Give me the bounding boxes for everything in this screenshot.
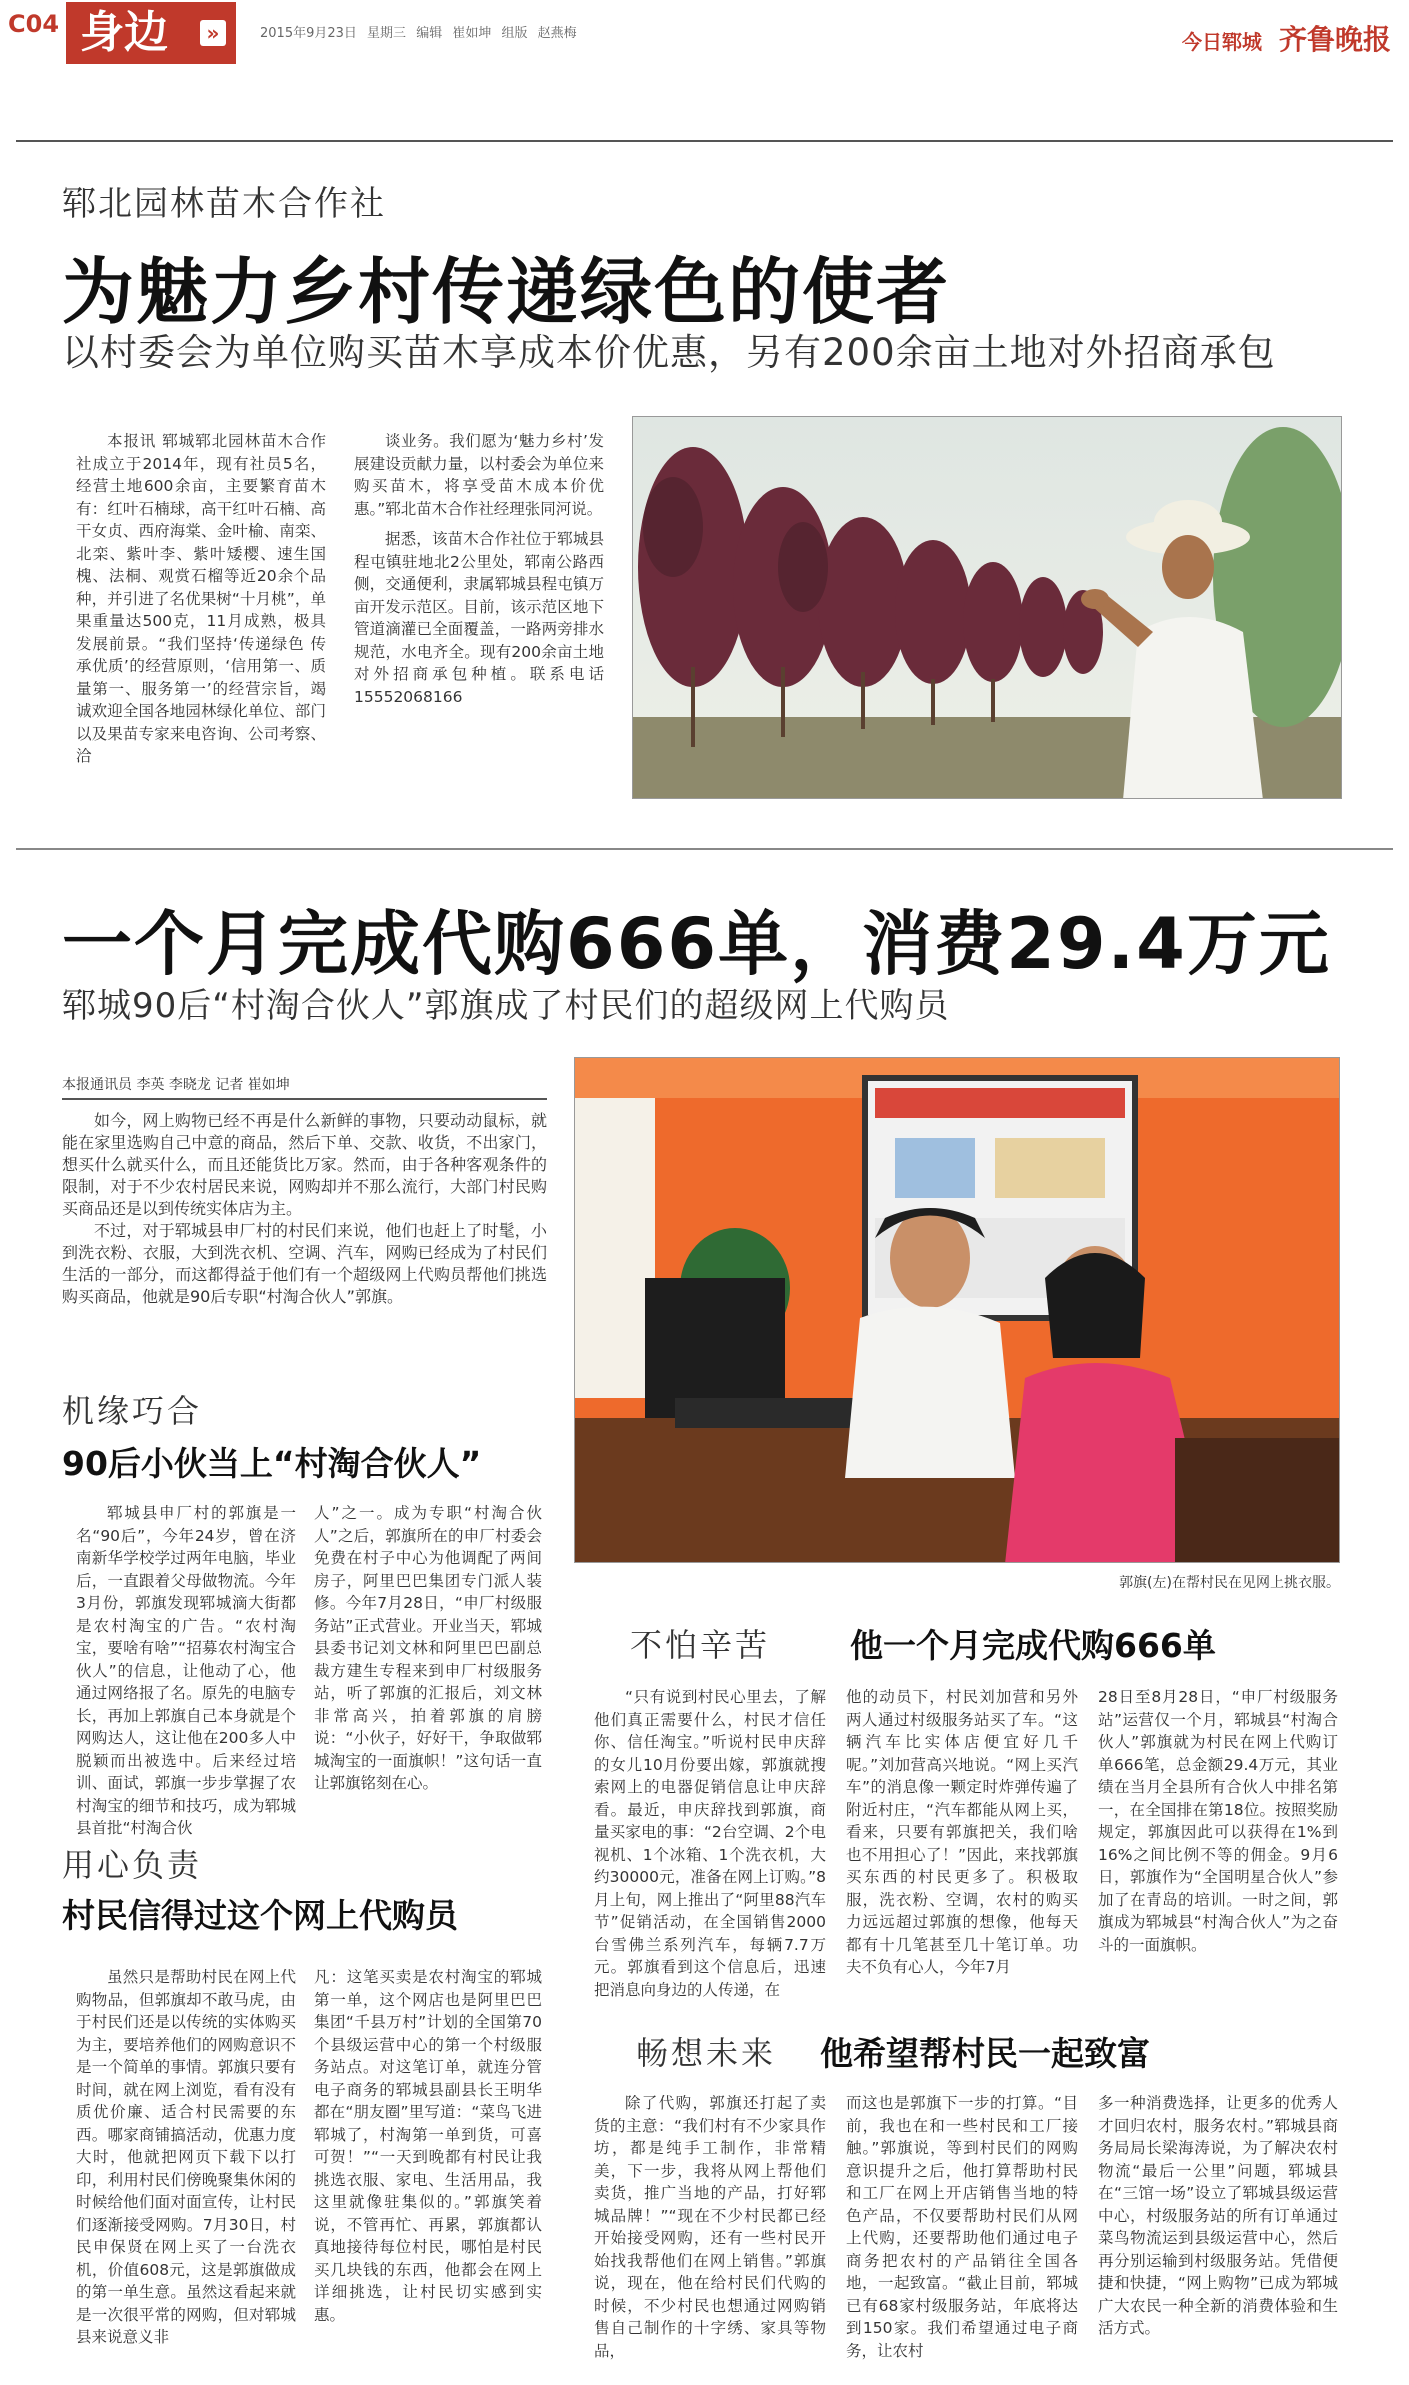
byline-divider bbox=[62, 1098, 547, 1100]
photo-caption: 郭旗(左)在帮村民在见网上挑衣服。 bbox=[1119, 1575, 1340, 1591]
layout-credit: 组版 赵燕梅 bbox=[501, 26, 577, 41]
article1-paragraph: 本报讯 郓城郓北园林苗木合作社成立于2014年，现有社员5名，经营土地600余亩，主要繁育苗木有：红叶石楠球，高干红叶石楠、高干女贞、西府海棠、金叶榆、南栾、北栾、紫叶李、紫叶矮樱、速生国槐、法桐、观赏石榴等近20余个品种，并引进了名优果树“十月桃”，单果重量达500克，11月成熟，极具发展前景。“我们坚持‘传递绿色 传承优质’的经营原则，‘信用第一、质量第一、服务第一’的经营宗旨，竭诚欢迎全国各地园林绿化单位、部门以及果苗专家来电咨询、公司考察、洽 bbox=[76, 432, 326, 765]
section2-paragraph: 他的动员下，村民刘加营和另外两人通过村级服务站买了车。“这辆汽车比实体店便宜好几千呢。”刘加营高兴地说。“网上买汽车”的消息像一颗定时炸弹传遍了附近村庄，“汽车都能从网上买，看来，只要有郭旗把关，我们啥也不用担心了！”因此，来找郭旗买东西的村民更多了。积极取服，洗衣粉、空调，农村的购买力远远超过郭旗的想像，他每天都有十几笔甚至几十笔订单。功夫不负有心人，今年7月 bbox=[846, 1688, 1078, 1976]
article2-deck: 郓城90后“村淘合伙人”郭旗成了村民们的超级网上代购员 bbox=[62, 986, 950, 1026]
page-number: C04 bbox=[8, 10, 60, 38]
article1-paragraph: 谈业务。我们愿为‘魅力乡村’发展建设贡献力量，以村委会为单位来购买苗木，将享受苗木成本价优惠。”郓北苗木合作社经理张同河说。 bbox=[354, 432, 604, 518]
section4-column-3 bbox=[1098, 2092, 1338, 2340]
section-name: 身边 bbox=[80, 7, 168, 58]
section3-column-1 bbox=[76, 1966, 296, 2349]
intro-paragraph: 如今，网上购物已经不再是什么新鲜的事物，只要动动鼠标，就能在家里选购自己中意的商品，然后下单、交款、收货，不出家门，想买什么就买什么，而且还能货比万家。然而，由于各种客观条件的限制，对于不少农村居民来说，网购却并不那么流行，大部门村民购买商品还是以到传统实体店为主。 bbox=[62, 1111, 547, 1218]
section-badge bbox=[66, 2, 236, 64]
column-name: 今日郓城 bbox=[1182, 30, 1263, 54]
section2-paragraph: 28日至8月28日，“申厂村级服务站”运营仅一个月，郓城县“村淘合伙人”郭旗就为村民在网上代购订单666笔，总金额29.4万元，其业绩在当月全县所有合伙人中排名第一，在全国排在第18位。按照奖励规定，郭旗因此可以获得在1%到16%之间比例不等的佣金。9月6日，郭旗作为“全国明星合伙人”参加了在青岛的培训。一时之间，郭旗成为郓城县“村淘合伙人”为之奋斗的一面旗帜。 bbox=[1098, 1688, 1338, 1954]
section4-paragraph: 而这也是郭旗下一步的打算。“目前，我也在和一些村民和工厂接触。”郭旗说，等到村民们的网购意识提升之后，他打算帮助村民和工厂在网上开店销售当地的特色产品，不仅要帮助村民们从网上代购，还要帮助他们通过电子商务把农村的产品销往全国各地，一起致富。“截止目前，郓城已有68家村级服务站，年底将达到150家。我们希望通过电子商务，让农村 bbox=[846, 2094, 1078, 2360]
section4-heading: 他希望帮村民一起致富 bbox=[820, 2034, 1150, 2073]
section2-column-2 bbox=[846, 1686, 1078, 1979]
article1-headline: 为魅力乡村传递绿色的使者 bbox=[62, 250, 951, 334]
intro-paragraph: 不过，对于郓城县申厂村的村民们来说，他们也赶上了时髦，小到洗衣粉、衣服，大到洗衣机、空调、汽车，网购已经成为了村民们生活的一部分，而这都得益于他们有一个超级网上代购员帮他们挑选购买商品，他就是90后专职“村淘合伙人”郭旗。 bbox=[62, 1221, 547, 1306]
section4-paragraph: 多一种消费选择，让更多的优秀人才回归农村，服务农村。”郓城县商务局局长梁海涛说，为了解决农村物流“最后一公里”问题，郓城县在“三馆一场”设立了郓城县级运营中心，村级服务站的所有订单通过菜鸟物流运到县级运营中心，然后再分别运输到村级服务站。凭借便捷和快捷，“网上购物”已成为郓城广大农民一种全新的消费体验和生活方式。 bbox=[1098, 2094, 1338, 2337]
section2-paragraph: “只有说到村民心里去，了解他们真正需要什么，村民才信任你、信任淘宝。”听说村民申庆辞的女儿10月份要出嫁，郭旗就搜索网上的电器促销信息让申庆辞看。最近，申庆辞找到郭旗，商量买家电的事：“2台空调、2个电视机、1个冰箱、1个洗衣机，大约30000元，准备在网上订购。”8月上旬，网上推出了“阿里88汽车节”促销活动，在全国销售2000台雪佛兰系列汽车，每辆7.7万元。郭旗看到这个信息后，迅速把消息向身边的人传递，在 bbox=[594, 1688, 826, 1999]
section1-paragraph: 郓城县申厂村的郭旗是一名“90后”，今年24岁，曾在济南新华学校学过两年电脑，毕业后，一直跟着父母做物流。今年3月份，郭旗发现郓城滴大街都是农村淘宝的广告。“农村淘宝，要啥有啥”“招募农村淘宝合伙人”的信息，让他动了心，他通过网络报了名。原先的电脑专长，再加上郭旗自己本身就是个网购达人，这让他在200多人中脱颖而出被选中。后来经过培训、面试，郭旗一步步掌握了农村淘宝的细节和技巧，成为郓城县首批“村淘合伙 bbox=[76, 1504, 296, 1837]
section3-kicker: 用心负责 bbox=[62, 1846, 203, 1884]
newspaper-logo: 齐鲁晚报 bbox=[1278, 23, 1391, 56]
article1-column-2 bbox=[354, 430, 604, 708]
shop-photo-image bbox=[575, 1058, 1340, 1563]
article-divider bbox=[16, 848, 1393, 850]
article1-paragraph: 据悉，该苗木合作社位于郓城县程屯镇驻地北2公里处，郓南公路西侧，交通便利，隶属郓城县程屯镇万亩开发示范区。目前，该示范区地下管道滴灌已全面覆盖，一路两旁排水规范，水电齐全。现有200余亩土地对外招商承包种植。联系电话15552068166 bbox=[354, 530, 604, 706]
section3-paragraph: 虽然只是帮助村民在网上代购物品，但郭旗却不敢马虎，由于村民们还是以传统的实体购买为主，要培养他们的网购意识不是一个简单的事情。郭旗只要有时间，就在网上浏览，看有没有质优价廉、适合村民需要的东西。哪家商铺搞活动，优惠力度大时，他就把网页下载下以打印，利用村民们傍晚聚集休闲的时候给他们面对面宣传，让村民们逐渐接受网购。7月30日，村民申保贤在网上买了一台洗衣机，价值608元，这是郭旗做成的第一单生意。虽然这看起来就是一次很平常的网购，但对郓城县来说意义非 bbox=[76, 1968, 296, 2346]
nursery-photo bbox=[632, 416, 1342, 799]
article2-byline: 本报通讯员 李英 李晓龙 记者 崔如坤 bbox=[62, 1077, 290, 1093]
article1-column-1 bbox=[76, 430, 326, 768]
issue-weekday: 星期三 bbox=[367, 26, 407, 41]
section4-column-2 bbox=[846, 2092, 1078, 2362]
section2-column-3 bbox=[1098, 1686, 1338, 1956]
article2-intro bbox=[62, 1110, 547, 1308]
section2-column-1 bbox=[594, 1686, 826, 2001]
chevron-right-icon: » bbox=[200, 20, 226, 46]
article1-deck: 以村委会为单位购买苗木享成本价优惠，另有200余亩土地对外招商承包 bbox=[62, 331, 1276, 374]
section1-kicker: 机缘巧合 bbox=[62, 1392, 203, 1430]
shop-photo bbox=[574, 1057, 1340, 1563]
section1-column-1 bbox=[76, 1502, 296, 1840]
masthead bbox=[1182, 18, 1391, 58]
section2-kicker: 不怕辛苦 bbox=[630, 1626, 771, 1664]
article2-headline: 一个月完成代购666单，消费29.4万元 bbox=[62, 903, 1331, 985]
article1-kicker: 郓北园林苗木合作社 bbox=[62, 184, 386, 224]
section3-heading: 村民信得过这个网上代购员 bbox=[62, 1896, 458, 1935]
section1-column-2 bbox=[314, 1502, 542, 1795]
section1-paragraph: 人”之一。成为专职“村淘合伙人”之后，郭旗所在的申厂村委会免费在村子中心为他调配了两间房子，阿里巴巴集团专门派人装修。今年7月28日，“申厂村级服务站”正式营业。开业当天，郓城县委书记刘文林和阿里巴巴副总裁方建生专程来到申厂村级服务站，听了郭旗的汇报后，刘文林非常高兴，拍着郭旗的肩膀说：“小伙子，好好干，争取做郓城淘宝的一面旗帜！”这句话一直让郭旗铭刻在心。 bbox=[314, 1504, 542, 1792]
editor-credit: 编辑 崔如坤 bbox=[416, 26, 492, 41]
section4-column-1 bbox=[594, 2092, 826, 2362]
nursery-photo-image bbox=[633, 417, 1342, 799]
header-divider bbox=[16, 140, 1393, 142]
section3-paragraph: 凡：这笔买卖是农村淘宝的郓城第一单，这个网店也是阿里巴巴集团“千县万村”计划的全国第70个县级运营中心的第一个村级服务站点。对这笔订单，就连分管电子商务的郓城县副县长王明华都在“朋友圈”里写道：“菜鸟飞进郓城了，村淘第一单到货，可喜可贺！”“一天到晚都有村民让我挑选衣服、家电、生活用品，我这里就像驻集似的。”郭旗笑着说，不管再忙、再累，郭旗都认真地接待每位村民，哪怕是村民买几块钱的东西，他都会在网上详细挑选，让村民切实感到实惠。 bbox=[314, 1968, 542, 2324]
section2-heading: 他一个月完成代购666单 bbox=[850, 1626, 1216, 1665]
section1-heading: 90后小伙当上“村淘合伙人” bbox=[62, 1444, 482, 1483]
section3-column-2 bbox=[314, 1966, 542, 2326]
section4-paragraph: 除了代购，郭旗还打起了卖货的主意：“我们村有不少家具作坊，都是纯手工制作，非常精美，下一步，我将从网上帮他们卖货，推广当地的产品，打好郓城品牌！”“现在不少村民都已经开始接受网购，还有一些村民开始找我帮他们在网上销售。”郭旗说，现在，他在给村民们代购的时候，不少村民也想通过网购销售自己制作的十字绣、家具等物品， bbox=[594, 2094, 826, 2360]
issue-date: 2015年9月23日 bbox=[260, 26, 357, 41]
header-meta bbox=[260, 22, 577, 41]
section4-kicker: 畅想未来 bbox=[636, 2034, 777, 2072]
